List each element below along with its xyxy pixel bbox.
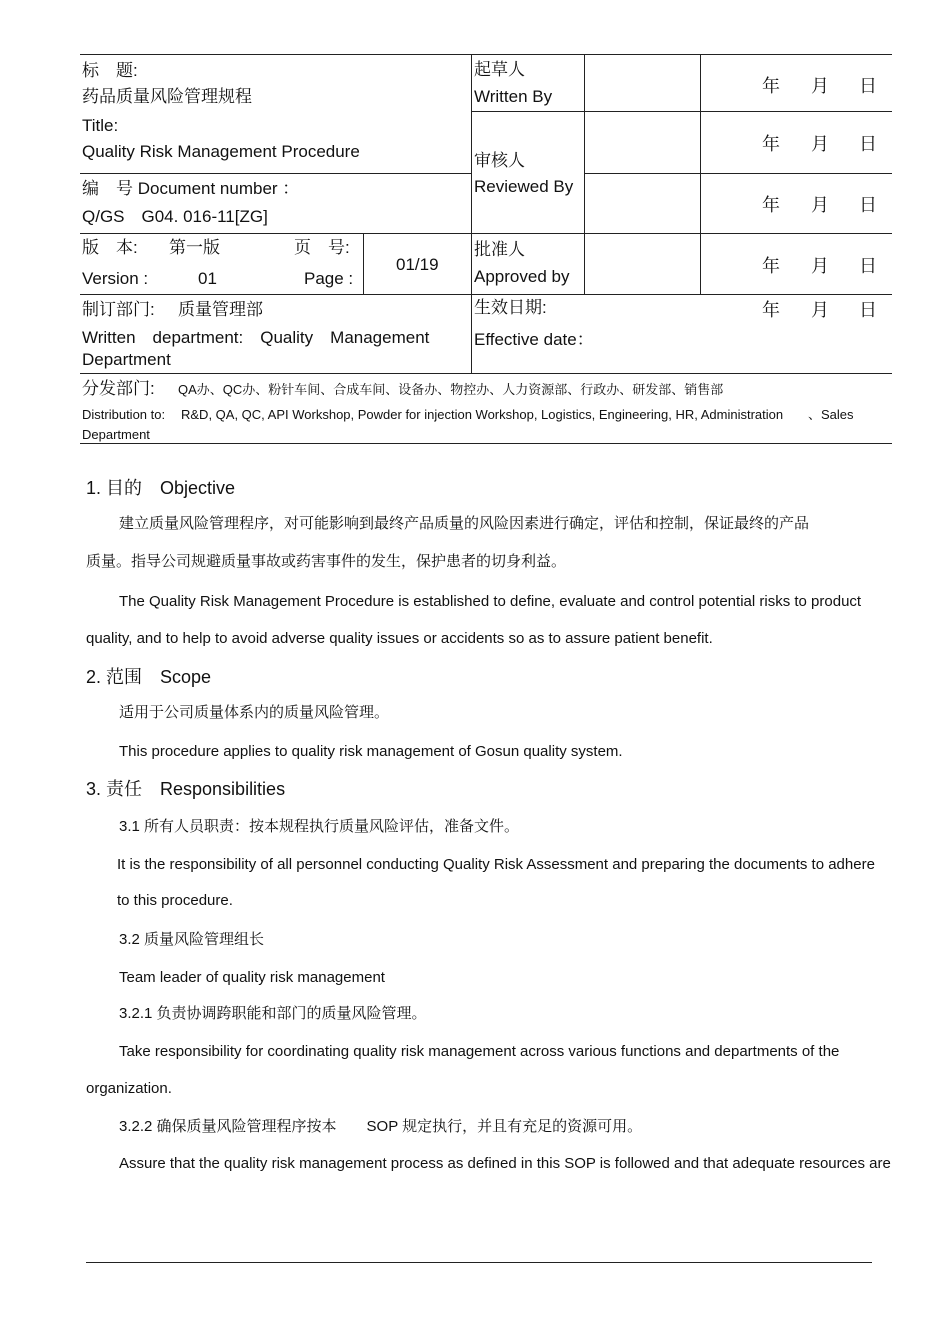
- distribution-en-label: Distribution to:: [82, 407, 166, 422]
- department-cn: 质量管理部: [178, 300, 263, 319]
- objective-cn-line2: 质量。指导公司规避质量事故或药害事件的发生，保护患者的切身利益。: [86, 553, 567, 570]
- approved-by-cn: 批准人: [474, 240, 525, 259]
- page-en-label: Page :: [304, 269, 354, 288]
- resp-3-2-1-cn: 3.2.1 负责协调跨职能和部门的质量风险管理。: [119, 1005, 427, 1022]
- month-label: 月: [811, 195, 829, 215]
- objective-en-line2: quality, and to help to avoid adverse quality issues or accidents so as to assure patient benefit.: [86, 630, 713, 647]
- year-label: 年: [762, 195, 780, 215]
- year-label: 年: [762, 256, 780, 276]
- written-by-en: Written By: [474, 87, 553, 106]
- title-en-label: Title:: [82, 116, 119, 135]
- resp-3-2-2-en: Assure that the quality risk management process as defined in this SOP is followed and that adequate resources are: [119, 1155, 891, 1172]
- document-number-value: Q/GS G04. 016-11[ZG]: [82, 207, 268, 226]
- year-label: 年: [762, 76, 780, 96]
- distribution-cn-label: 分发部门:: [82, 379, 155, 398]
- day-label: 日: [859, 256, 877, 276]
- table-border: [80, 233, 892, 234]
- written-by-cn: 起草人: [474, 60, 525, 79]
- day-label: 日: [859, 195, 877, 215]
- month-label: 月: [811, 134, 829, 154]
- scope-cn: 适用于公司质量体系内的质量风险管理。: [119, 704, 390, 721]
- objective-en-line1: The Quality Risk Management Procedure is established to define, evaluate and control potential risks to product: [119, 593, 862, 610]
- day-label: 日: [859, 76, 877, 96]
- distribution-en-tail: 、Sales: [808, 407, 854, 422]
- table-border: [700, 54, 701, 294]
- day-label: 日: [859, 300, 877, 320]
- resp-3-1-en-line1: It is the responsibility of all personnel conducting Quality Risk Assessment and preparing the documents to adhere: [117, 856, 875, 873]
- version-en-label: Version :: [82, 269, 149, 288]
- table-border: [471, 111, 892, 112]
- title-en: Quality Risk Management Procedure: [82, 142, 360, 161]
- resp-3-2-1-en-line1: Take responsibility for coordinating quality risk management across various functions and departments of the: [119, 1043, 840, 1060]
- effective-date-en: Effective date：: [474, 330, 594, 349]
- reviewed-by-cn: 审核人: [474, 151, 525, 170]
- page-value: 01/19: [396, 255, 439, 274]
- scope-en: This procedure applies to quality risk management of Gosun quality system.: [119, 743, 623, 760]
- resp-3-1-en-line2: to this procedure.: [117, 892, 233, 909]
- table-border: [363, 233, 364, 294]
- section-3-title: 3. 责任 Responsibilities: [86, 779, 286, 799]
- resp-3-1-cn: 3.1 所有人员职责：按本规程执行质量风险评估，准备文件。: [119, 818, 520, 835]
- resp-3-2-en: Team leader of quality risk management: [119, 969, 385, 986]
- section-1-title: 1. 目的 Objective: [86, 478, 236, 498]
- table-border: [80, 294, 892, 295]
- department-cn-label: 制订部门:: [82, 300, 155, 319]
- title-cn-label: 标 题:: [82, 61, 138, 80]
- distribution-en-line2: Department: [82, 427, 150, 442]
- department-en-line2: Department: [82, 350, 171, 369]
- day-label: 日: [859, 134, 877, 154]
- version-value: 01: [198, 269, 217, 288]
- table-border: [584, 54, 585, 294]
- document-number-label: 编 号 Document number ：: [82, 179, 300, 198]
- month-label: 月: [811, 256, 829, 276]
- table-border: [80, 443, 892, 444]
- resp-3-2-1-en-line2: organization.: [86, 1080, 172, 1097]
- approved-by-en: Approved by: [474, 267, 570, 286]
- month-label: 月: [811, 76, 829, 96]
- section-2-title: 2. 范围 Scope: [86, 667, 212, 687]
- resp-3-2-cn: 3.2 质量风险管理组长: [119, 931, 265, 948]
- month-label: 月: [811, 300, 829, 320]
- table-border: [80, 373, 892, 374]
- year-label: 年: [762, 134, 780, 154]
- version-cn: 第一版: [169, 238, 220, 257]
- footer-divider: [86, 1262, 872, 1263]
- year-label: 年: [762, 300, 780, 320]
- resp-3-2-2-cn: 3.2.2 确保质量风险管理程序按本 SOP 规定执行，并且有充足的资源可用。: [119, 1118, 643, 1135]
- document-header-table: [80, 54, 892, 444]
- table-border: [471, 54, 472, 373]
- department-en: Written department: Quality Management: [82, 328, 430, 347]
- table-border: [584, 173, 892, 174]
- table-border: [80, 173, 471, 174]
- page-cn-label: 页 号:: [294, 238, 350, 257]
- title-cn: 药品质量风险管理规程: [82, 87, 252, 106]
- effective-date-cn: 生效日期:: [474, 298, 547, 317]
- objective-cn-line1: 建立质量风险管理程序，对可能影响到最终产品质量的风险因素进行确定，评估和控制，保证最终的产品: [119, 515, 810, 532]
- version-cn-label: 版 本:: [82, 238, 138, 257]
- distribution-en: R&D, QA, QC, API Workshop, Powder for injection Workshop, Logistics, Engineering, HR, Administration: [181, 407, 784, 422]
- distribution-cn: QA办、QC办、粉针车间、合成车间、设备办、物控办、人力资源部、行政办、研发部、销售部: [178, 382, 724, 397]
- table-border: [80, 54, 892, 55]
- reviewed-by-en: Reviewed By: [474, 177, 574, 196]
